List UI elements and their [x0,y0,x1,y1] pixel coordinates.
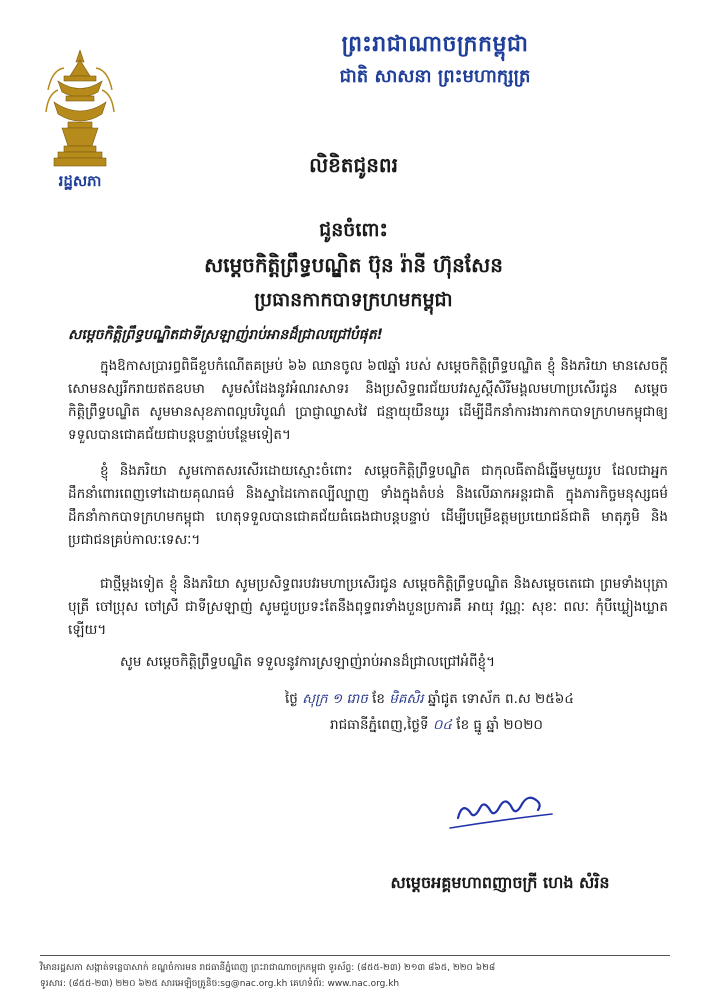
recipient-title: ប្រធានកាកបាទក្រហមកម្ពុជា [254,289,453,311]
lunar-month-prefix: ខែ [372,691,385,707]
lunar-month-handwritten: មិគសិរ [389,691,424,707]
salutation: សម្តេចកិត្តិព្រឹទ្ធបណ្ឌិតជាទីស្រឡាញ់រាប់អានដ៏ជ្រាលជ្រៅបំផុត! [68,327,383,343]
body-paragraph-2: ខ្ញុំ និងភរិយា សូមកោតសរសើរដោយស្មោះចំពោះ សម្តេចកិត្តិព្រឹទ្ធបណ្ឌិត ជាកុលធីតាដ៏ឆ្នើមមួយរូប ដែលជាអ្នកដឹកនាំពោរពេញទៅដោយគុណធម៌ និងស្នាដៃកោតល្បីល្បាញ ទាំងក្នុងតំបន់ និងលើឆាកអន្តរជាតិ ក្នុងភារកិច្ចមនុស្សធម៌ដឹកនាំកាកបាទក្រហមកម្ពុជា ហេតុទទួលបានជោគជ័យធំធេងជាបន្តបន្ទាប់ ដើម្បីបម្រើឧត្តមប្រយោជន៍ជាតិ មាតុភូមិ និងប្រជាជនគ្រប់កាលៈទេសៈ។ [68,463,668,548]
solar-rest: ខែ ធ្នូ ឆ្នាំ ២០២០ [456,717,543,733]
kingdom-title: ព្រះរាជាណាចក្រកម្ពុជា [341,32,529,57]
signer-name: សម្តេចអគ្គមហាពញាចក្រី ហេង សំរិន [390,873,610,892]
lunar-day-handwritten: សុក្រ ១ រោច [302,691,368,707]
body-paragraph-3: ជាថ្មីម្តងទៀត ខ្ញុំ និងភរិយា សូមប្រសិទ្ធពរបវរមហាប្រសើរជូន សម្តេចកិត្តិព្រឹទ្ធបណ្ឌិត និងសម្តេចតេជោ ព្រមទាំងបុត្រា បុត្រី ចៅប្រុស ចៅស្រី ជាទីស្រឡាញ់ សូមជួបប្រទះតែនឹងពុទ្ធពរទាំងបួនប្រការគឺ អាយុ វណ្ណៈ សុខៈ ពលៈ កុំបីឃ្លៀងឃ្លាតឡើយ។ [68,576,668,638]
solar-prefix: រាជធានីភ្នំពេញ,ថ្ងៃទី [330,717,429,733]
national-assembly-emblem-icon [44,50,116,168]
closing-line: សូម សម្តេចកិត្តិព្រឹទ្ធបណ្ឌិត ទទួលនូវការស្រឡាញ់រាប់អានដ៏ជ្រាលជ្រៅអំពីខ្ញុំ។ [120,654,496,670]
footer-address: វិមានរដ្ឋសភា សង្កាត់ទន្លេបាសាក់ ខណ្ឌចំការមន រាជធានីភ្នំពេញ ព្រះរាជាណាចក្រកម្ពុជា ទូរស័ព្ទ: (៨៥៥-២៣) ២១៣ ៨៦៥, ២២០ ៦២៨ [40,963,496,973]
lunar-rest: ឆ្នាំជូត ទោស័ក ព.ស ២៥៦៤ [427,691,574,707]
institution-label: រដ្ឋសភា [58,172,102,190]
lunar-date-line [285,690,705,710]
lunar-prefix: ថ្ងៃ [285,691,298,707]
letter-type-heading: លិខិតជូនពរ [309,153,398,177]
footer-contact: ទូរសារ: (៨៥៥-២៣) ២២០ ៦២៥ សារអេឡិចត្រូនិច:sg@nac.org.kh គេហទំព័រ: www.nac.org.kh [40,979,400,989]
signature-icon [440,780,560,840]
body-paragraph-1: ក្នុងឱកាសប្រារព្ធពិធីខួបកំណើតគម្រប់ ៦៦ ឈានចូល ៦៧ឆ្នាំ របស់ សម្តេចកិត្តិព្រឹទ្ធបណ្ឌិត ខ្ញុំ និងភរិយា មានសេចក្តីសោមនស្សរីករាយឥតឧបមា សូមសំដែងនូវអំណរសាទរ និងប្រសិទ្ធពរជ័យបវរសួស្តីសិរីមង្គលមហាប្រសើរជូន សម្តេចកិត្តិព្រឹទ្ធបណ្ឌិត សូមមានសុខភាពល្អបរិបូណ៌ ប្រាជ្ញាឈ្លាសវៃ ជន្មាយុយឺនយូរ ដើម្បីដឹកនាំការងារកាកបាទក្រហមកម្ពុជាឲ្យទទួលបានជោគជ័យជាបន្តបន្ទាប់បន្ថែមទៀត។ [68,358,668,443]
national-motto: ជាតិ សាសនា ព្រះមហាក្សត្រ [339,66,531,87]
solar-date-line [330,716,690,736]
addressee-to: ជូនចំពោះ [319,219,388,241]
solar-day-handwritten: ០៤ [432,717,452,733]
recipient-name: សម្តេចកិត្តិព្រឹទ្ធបណ្ឌិត ប៊ុន រ៉ានី ហ៊ុនសែន [204,253,503,277]
footer-divider [40,955,670,956]
